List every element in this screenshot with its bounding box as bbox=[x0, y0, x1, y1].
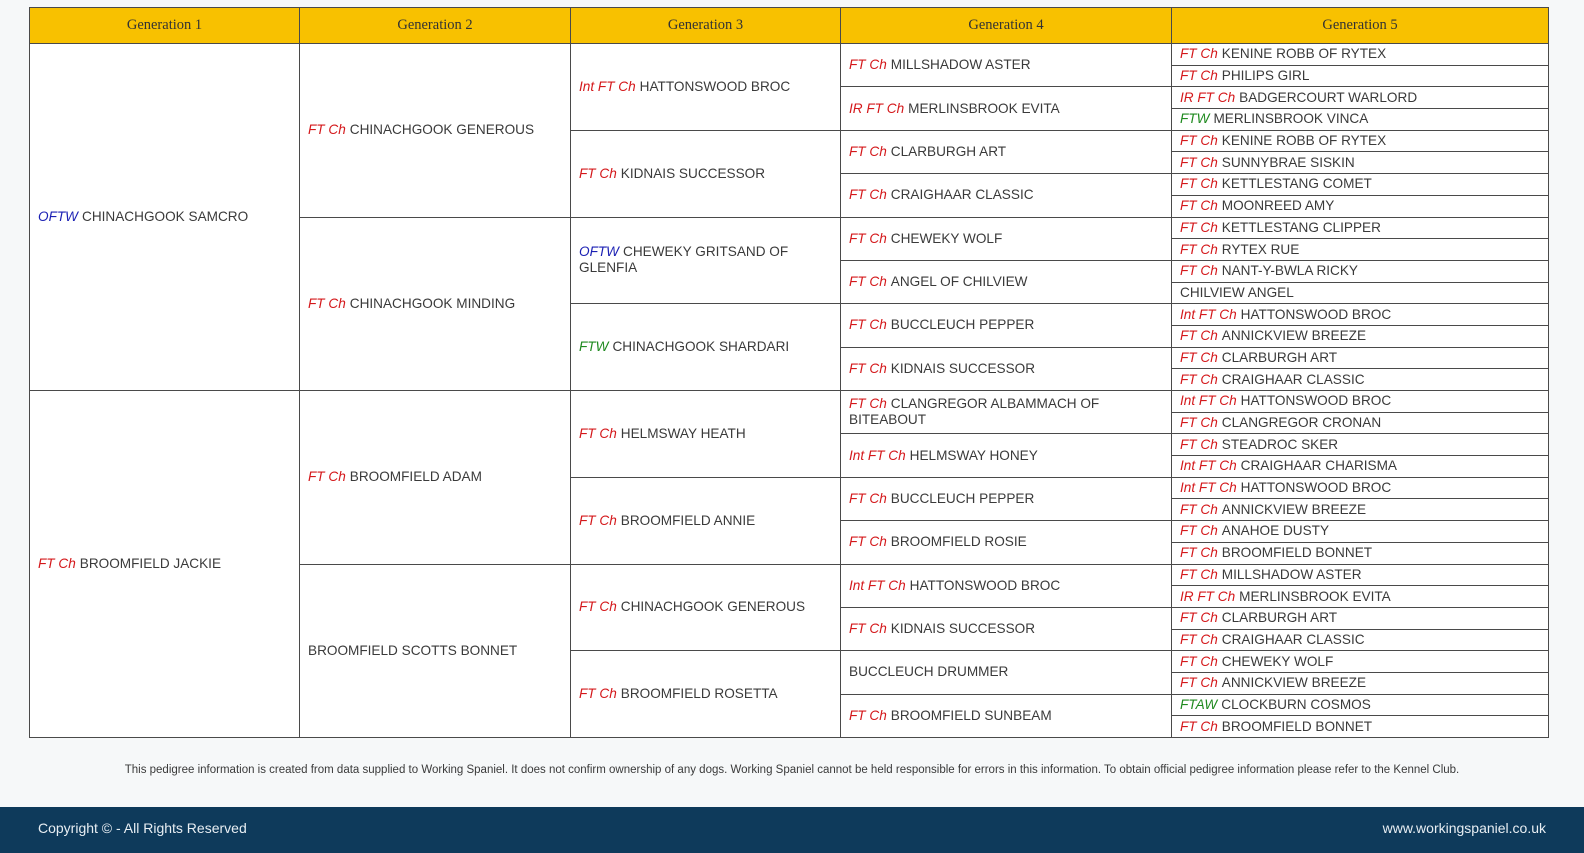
dog-name[interactable]: HATTONSWOOD BROC bbox=[1240, 306, 1392, 322]
dog-name[interactable]: HATTONSWOOD BROC bbox=[1240, 393, 1392, 409]
dog-name[interactable]: CHEWEKY WOLF bbox=[1221, 653, 1334, 669]
dog-title: FT Ch bbox=[1180, 349, 1218, 365]
dog-title: FT Ch bbox=[1180, 219, 1218, 235]
generation-3-dog bbox=[571, 651, 841, 738]
generation-4-dog bbox=[841, 434, 1172, 477]
generation-4-dog bbox=[841, 174, 1172, 217]
dog-title: FT Ch bbox=[38, 556, 76, 571]
dog-title: FT Ch bbox=[1180, 68, 1218, 84]
header-generation-2: Generation 2 bbox=[300, 8, 571, 44]
dog-name[interactable]: CLARBURGH ART bbox=[1221, 349, 1338, 365]
dog-title: OFTW bbox=[38, 209, 79, 224]
generation-1-dog bbox=[30, 44, 300, 391]
generation-5-dog bbox=[1172, 174, 1549, 196]
dog-name[interactable]: STEADROC SKER bbox=[1221, 436, 1339, 452]
dog-title: FT Ch bbox=[1180, 46, 1218, 62]
dog-name[interactable]: CHINACHGOOK GENEROUS bbox=[349, 122, 535, 138]
dog-title: IR FT Ch bbox=[849, 100, 905, 116]
dog-title: FT Ch bbox=[1180, 176, 1218, 192]
generation-5-dog bbox=[1172, 586, 1549, 608]
generation-5-dog bbox=[1172, 217, 1549, 239]
generation-2-dog bbox=[300, 391, 571, 565]
dog-name[interactable]: BROOMFIELD SCOTTS BONNET bbox=[308, 642, 518, 658]
dog-title: FT Ch bbox=[1180, 436, 1218, 452]
dog-name[interactable]: BROOMFIELD ROSETTA bbox=[620, 686, 778, 702]
dog-title: FT Ch bbox=[849, 490, 887, 506]
pedigree-row bbox=[30, 44, 1549, 66]
header-generation-5: Generation 5 bbox=[1172, 8, 1549, 44]
dog-name[interactable]: CHILVIEW ANGEL bbox=[1180, 284, 1294, 300]
dog-title: FT Ch bbox=[1180, 675, 1218, 691]
dog-title: FT Ch bbox=[849, 57, 887, 73]
dog-title: FT Ch bbox=[579, 686, 617, 702]
dog-name[interactable]: MERLINSBROOK EVITA bbox=[1239, 588, 1391, 604]
dog-name[interactable]: CHEWEKY GRITSAND OF GLENFIA bbox=[579, 244, 789, 276]
generation-3-dog bbox=[571, 477, 841, 564]
dog-name[interactable]: BROOMFIELD ROSIE bbox=[890, 534, 1027, 550]
dog-name[interactable]: HATTONSWOOD BROC bbox=[909, 577, 1061, 593]
generation-4-dog bbox=[841, 477, 1172, 520]
dog-title: FT Ch bbox=[849, 360, 887, 376]
generation-4-dog bbox=[841, 391, 1172, 434]
header-generation-1: Generation 1 bbox=[30, 8, 300, 44]
generation-4-dog bbox=[841, 260, 1172, 303]
generation-5-dog bbox=[1172, 564, 1549, 586]
generation-5-dog bbox=[1172, 499, 1549, 521]
dog-name[interactable]: ANGEL OF CHILVIEW bbox=[890, 274, 1028, 290]
dog-name[interactable]: BROOMFIELD SUNBEAM bbox=[890, 707, 1052, 723]
dog-name[interactable]: CHINACHGOOK GENEROUS bbox=[620, 599, 806, 615]
dog-name[interactable]: CHINACHGOOK MINDING bbox=[349, 295, 516, 311]
dog-name[interactable]: BROOMFIELD ADAM bbox=[349, 469, 482, 485]
dog-name[interactable]: CLARBURGH ART bbox=[1221, 610, 1338, 626]
header-row bbox=[30, 8, 1549, 44]
dog-name[interactable]: NANT-Y-BWLA RICKY bbox=[1221, 263, 1358, 279]
generation-5-dog bbox=[1172, 607, 1549, 629]
pedigree-row bbox=[30, 391, 1549, 413]
generation-5-dog bbox=[1172, 325, 1549, 347]
generation-5-dog bbox=[1172, 456, 1549, 478]
dog-title: FT Ch bbox=[849, 187, 887, 203]
dog-name[interactable]: HATTONSWOOD BROC bbox=[639, 78, 791, 94]
pedigree-wrapper bbox=[29, 7, 1548, 738]
dog-title: IR FT Ch bbox=[1180, 89, 1236, 105]
dog-title: Int FT Ch bbox=[1180, 458, 1237, 474]
generation-3-dog bbox=[571, 44, 841, 131]
dog-title: FT Ch bbox=[1180, 545, 1218, 561]
dog-title: Int FT Ch bbox=[1180, 393, 1237, 409]
dog-name[interactable]: CRAIGHAAR CHARISMA bbox=[1240, 458, 1398, 474]
generation-5-dog bbox=[1172, 672, 1549, 694]
dog-title: FT Ch bbox=[1180, 198, 1218, 214]
dog-name[interactable]: CRAIGHAAR CLASSIC bbox=[1221, 631, 1365, 647]
dog-name[interactable]: BUCCLEUCH PEPPER bbox=[890, 317, 1035, 333]
generation-1-dog bbox=[30, 391, 300, 738]
dog-name[interactable]: KETTLESTANG CLIPPER bbox=[1221, 219, 1381, 235]
dog-title: Int FT Ch bbox=[849, 447, 906, 463]
dog-title: FT Ch bbox=[1180, 154, 1218, 170]
generation-5-dog bbox=[1172, 282, 1549, 304]
dog-title: FT Ch bbox=[579, 512, 617, 528]
dog-title: FT Ch bbox=[1180, 566, 1218, 582]
generation-4-dog bbox=[841, 651, 1172, 694]
generation-4-dog bbox=[841, 44, 1172, 87]
dog-title: FT Ch bbox=[849, 707, 887, 723]
generation-3-dog bbox=[571, 304, 841, 391]
dog-title: FT Ch bbox=[849, 143, 887, 159]
generation-5-dog bbox=[1172, 195, 1549, 217]
dog-title: FT Ch bbox=[1180, 371, 1218, 387]
dog-name[interactable]: ANAHOE DUSTY bbox=[1221, 523, 1330, 539]
dog-title: FT Ch bbox=[308, 469, 346, 485]
generation-2-dog bbox=[300, 217, 571, 391]
generation-4-dog bbox=[841, 694, 1172, 737]
generation-4-dog bbox=[841, 564, 1172, 607]
dog-title: FT Ch bbox=[1180, 718, 1218, 734]
dog-title: Int FT Ch bbox=[849, 577, 906, 593]
dog-name[interactable]: BADGERCOURT WARLORD bbox=[1239, 89, 1418, 105]
dog-name[interactable]: KIDNAIS SUCCESSOR bbox=[620, 165, 766, 181]
dog-name[interactable]: BROOMFIELD JACKIE bbox=[79, 556, 222, 571]
generation-4-dog bbox=[841, 347, 1172, 390]
generation-5-dog bbox=[1172, 694, 1549, 716]
dog-title: Int FT Ch bbox=[1180, 306, 1237, 322]
generation-5-dog bbox=[1172, 239, 1549, 261]
dog-title: FT Ch bbox=[308, 122, 346, 138]
generation-5-dog bbox=[1172, 542, 1549, 564]
dog-name[interactable]: KETTLESTANG COMET bbox=[1221, 176, 1372, 192]
dog-name[interactable]: MERLINSBROOK VINCA bbox=[1213, 111, 1369, 127]
dog-title: IR FT Ch bbox=[1180, 588, 1236, 604]
footer-bar bbox=[0, 807, 1584, 853]
generation-2-dog bbox=[300, 44, 571, 218]
generation-5-dog bbox=[1172, 87, 1549, 109]
dog-name[interactable]: HELMSWAY HONEY bbox=[909, 447, 1038, 463]
dog-title: FT Ch bbox=[1180, 631, 1218, 647]
generation-5-dog bbox=[1172, 65, 1549, 87]
dog-name[interactable]: KIDNAIS SUCCESSOR bbox=[890, 360, 1036, 376]
dog-name[interactable]: BROOMFIELD BONNET bbox=[1221, 718, 1373, 734]
generation-3-dog bbox=[571, 217, 841, 304]
generation-5-dog bbox=[1172, 130, 1549, 152]
pedigree-body bbox=[30, 44, 1549, 738]
generation-5-dog bbox=[1172, 44, 1549, 66]
generation-4-dog bbox=[841, 521, 1172, 564]
dog-name[interactable]: KIDNAIS SUCCESSOR bbox=[890, 621, 1036, 637]
generation-5-dog bbox=[1172, 347, 1549, 369]
dog-title: OFTW bbox=[579, 244, 620, 260]
generation-5-dog bbox=[1172, 412, 1549, 434]
dog-name[interactable]: CHINACHGOOK SHARDARI bbox=[612, 339, 790, 355]
dog-name[interactable]: CLANGREGOR CRONAN bbox=[1221, 415, 1382, 431]
dog-title: FT Ch bbox=[849, 534, 887, 550]
generation-5-dog bbox=[1172, 716, 1549, 738]
generation-5-dog bbox=[1172, 434, 1549, 456]
dog-name[interactable]: ANNICKVIEW BREEZE bbox=[1221, 501, 1367, 517]
dog-name[interactable]: CRAIGHAAR CLASSIC bbox=[890, 187, 1034, 203]
dog-name[interactable]: HATTONSWOOD BROC bbox=[1240, 480, 1392, 496]
generation-5-dog bbox=[1172, 477, 1549, 499]
dog-name[interactable]: PHILIPS GIRL bbox=[1221, 68, 1310, 84]
dog-name[interactable]: CHEWEKY WOLF bbox=[890, 230, 1003, 246]
disclaimer-text: This pedigree information is created from data supplied to Working Spaniel. It does not confirm ownership of any dogs. Working Spaniel cannot be held responsible for errors in this information. To obtain official pedigree information please refer to the Kennel Club. bbox=[124, 764, 1460, 776]
generation-4-dog bbox=[841, 304, 1172, 347]
dog-name[interactable]: HELMSWAY HEATH bbox=[620, 425, 746, 441]
dog-title: FT Ch bbox=[1180, 501, 1218, 517]
generation-3-dog bbox=[571, 391, 841, 478]
dog-name[interactable]: SUNNYBRAE SISKIN bbox=[1221, 154, 1355, 170]
generation-4-dog bbox=[841, 130, 1172, 173]
pedigree-table bbox=[29, 7, 1549, 738]
dog-name[interactable]: MERLINSBROOK EVITA bbox=[908, 100, 1060, 116]
generation-5-dog bbox=[1172, 369, 1549, 391]
dog-name[interactable]: ANNICKVIEW BREEZE bbox=[1221, 675, 1367, 691]
generation-5-dog bbox=[1172, 152, 1549, 174]
dog-name[interactable]: BUCCLEUCH DRUMMER bbox=[849, 664, 1009, 680]
generation-4-dog bbox=[841, 87, 1172, 130]
generation-5-dog bbox=[1172, 109, 1549, 131]
dog-name[interactable]: MILLSHADOW ASTER bbox=[1221, 566, 1362, 582]
dog-title: FT Ch bbox=[1180, 241, 1218, 257]
generation-5-dog bbox=[1172, 629, 1549, 651]
dog-title: FT Ch bbox=[849, 621, 887, 637]
header-generation-3: Generation 3 bbox=[571, 8, 841, 44]
generation-5-dog bbox=[1172, 651, 1549, 673]
dog-name[interactable]: ANNICKVIEW BREEZE bbox=[1221, 328, 1367, 344]
generation-5-dog bbox=[1172, 521, 1549, 543]
dog-name[interactable]: MOONREED AMY bbox=[1221, 198, 1335, 214]
dog-title: FTW bbox=[1180, 111, 1210, 127]
dog-title: FT Ch bbox=[1180, 133, 1218, 149]
generation-5-dog bbox=[1172, 260, 1549, 282]
generation-4-dog bbox=[841, 217, 1172, 260]
dog-name[interactable]: CLOCKBURN COSMOS bbox=[1221, 696, 1371, 712]
dog-title: FT Ch bbox=[579, 599, 617, 615]
dog-name[interactable]: BROOMFIELD BONNET bbox=[1221, 545, 1373, 561]
dog-title: FT Ch bbox=[1180, 523, 1218, 539]
copyright-text: Copyright © - All Rights Reserved bbox=[38, 820, 247, 836]
dog-name[interactable]: MILLSHADOW ASTER bbox=[890, 57, 1031, 73]
dog-name[interactable]: BUCCLEUCH PEPPER bbox=[890, 490, 1035, 506]
dog-name[interactable]: CLANGREGOR ALBAMMACH OF BITEABOUT bbox=[849, 396, 1100, 428]
dog-name[interactable]: BROOMFIELD ANNIE bbox=[620, 512, 756, 528]
header-generation-4: Generation 4 bbox=[841, 8, 1172, 44]
dog-title: FT Ch bbox=[849, 274, 887, 290]
dog-title: Int FT Ch bbox=[1180, 480, 1237, 496]
dog-title: Int FT Ch bbox=[579, 78, 636, 94]
generation-3-dog bbox=[571, 564, 841, 651]
dog-title: FT Ch bbox=[1180, 415, 1218, 431]
dog-title: FTAW bbox=[1180, 696, 1218, 712]
site-url[interactable]: www.workingspaniel.co.uk bbox=[1382, 820, 1546, 836]
dog-title: FTW bbox=[579, 339, 609, 355]
dog-name[interactable]: CHINACHGOOK SAMCRO bbox=[82, 209, 249, 224]
dog-name[interactable]: CRAIGHAAR CLASSIC bbox=[1221, 371, 1365, 387]
generation-3-dog bbox=[571, 130, 841, 217]
dog-title: FT Ch bbox=[1180, 610, 1218, 626]
dog-title: FT Ch bbox=[579, 165, 617, 181]
generation-5-dog bbox=[1172, 391, 1549, 413]
dog-title: FT Ch bbox=[1180, 328, 1218, 344]
generation-5-dog bbox=[1172, 304, 1549, 326]
dog-title: FT Ch bbox=[849, 230, 887, 246]
dog-title: FT Ch bbox=[849, 396, 887, 412]
dog-title: FT Ch bbox=[579, 425, 617, 441]
dog-name[interactable]: CLARBURGH ART bbox=[890, 143, 1007, 159]
dog-name[interactable]: RYTEX RUE bbox=[1221, 241, 1300, 257]
dog-title: FT Ch bbox=[1180, 653, 1218, 669]
dog-title: FT Ch bbox=[849, 317, 887, 333]
dog-name[interactable]: KENINE ROBB OF RYTEX bbox=[1221, 133, 1387, 149]
generation-4-dog bbox=[841, 607, 1172, 650]
dog-name[interactable]: KENINE ROBB OF RYTEX bbox=[1221, 46, 1387, 62]
dog-title: FT Ch bbox=[1180, 263, 1218, 279]
generation-2-dog bbox=[300, 564, 571, 738]
dog-title: FT Ch bbox=[308, 295, 346, 311]
